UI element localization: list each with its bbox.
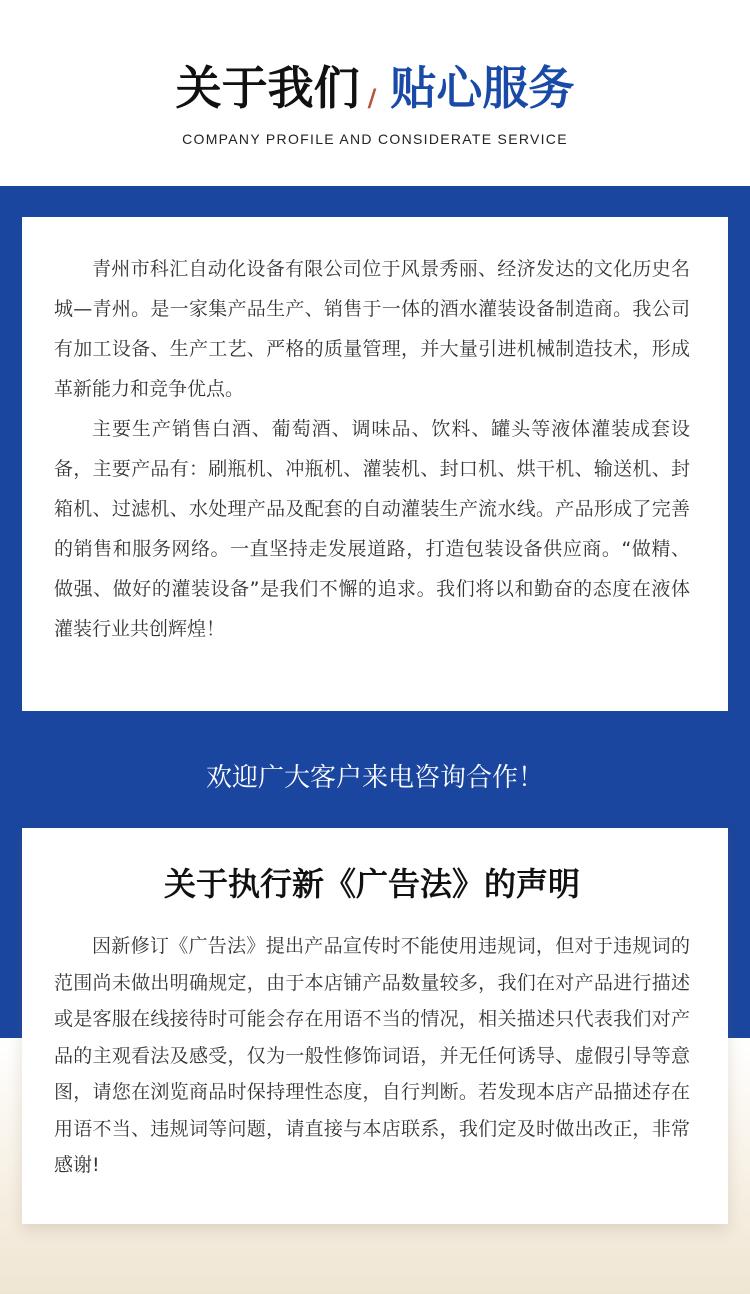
page-header xyxy=(0,0,750,186)
page-title xyxy=(0,58,750,128)
statement-card xyxy=(22,828,728,1224)
company-profile-card xyxy=(22,217,728,711)
statement-body: 因新修订《广告法》提出产品宣传时不能使用违规词，但对于违规词的范围尚未做出明确规定，由于本店铺产品数量较多，我们在对产品进行描述或是客服在线接待时可能会存在用语不当的情况，相关描述只代表我们对产品的主观看法及感受，仅为一般性修饰词语，并无任何诱导、虚假引导等意图，请您在浏览商品时保持理性态度，自行判断。若发现本店产品描述存在用语不当、违规词等问题，请直接与本店联系，我们定及时做出改正，非常感谢! xyxy=(54,935,690,1176)
products-paragraph: 主要生产销售白酒、葡萄酒、调味品、饮料、罐头等液体灌装成套设备，主要产品有：刷瓶机、冲瓶机、灌装机、封口机、烘干机、输送机、封箱机、过滤机、水处理产品及配套的自动灌装生产流水线。产品形成了完善的销售和服务网络。一直坚持走发展道路，打造包装设备供应商。“做精、做强、做好的灌装设备”是我们不懈的追求。我们将以和勤奋的态度在液体灌装行业共创辉煌！ xyxy=(54,418,690,640)
profile-paragraph: 青州市科汇自动化设备有限公司位于风景秀丽、经济发达的文化历史名城—青州。是一家集产品生产、销售于一体的酒水灌装设备制造商。我公司有加工设备、生产工艺、严格的质量管理，并大量引进机械制造技术，形成革新能力和竞争优点。 xyxy=(54,258,690,400)
title-separator: / xyxy=(367,84,377,112)
title-accent: 贴心服务 xyxy=(390,61,575,115)
welcome-message: 欢迎广大客户来电咨询合作！ xyxy=(205,763,544,793)
page-subtitle: COMPANY PROFILE AND CONSIDERATE SERVICE xyxy=(182,131,568,147)
title-main: 关于我们 xyxy=(175,61,360,115)
statement-title: 关于执行新《广告法》的声明 xyxy=(163,865,580,903)
